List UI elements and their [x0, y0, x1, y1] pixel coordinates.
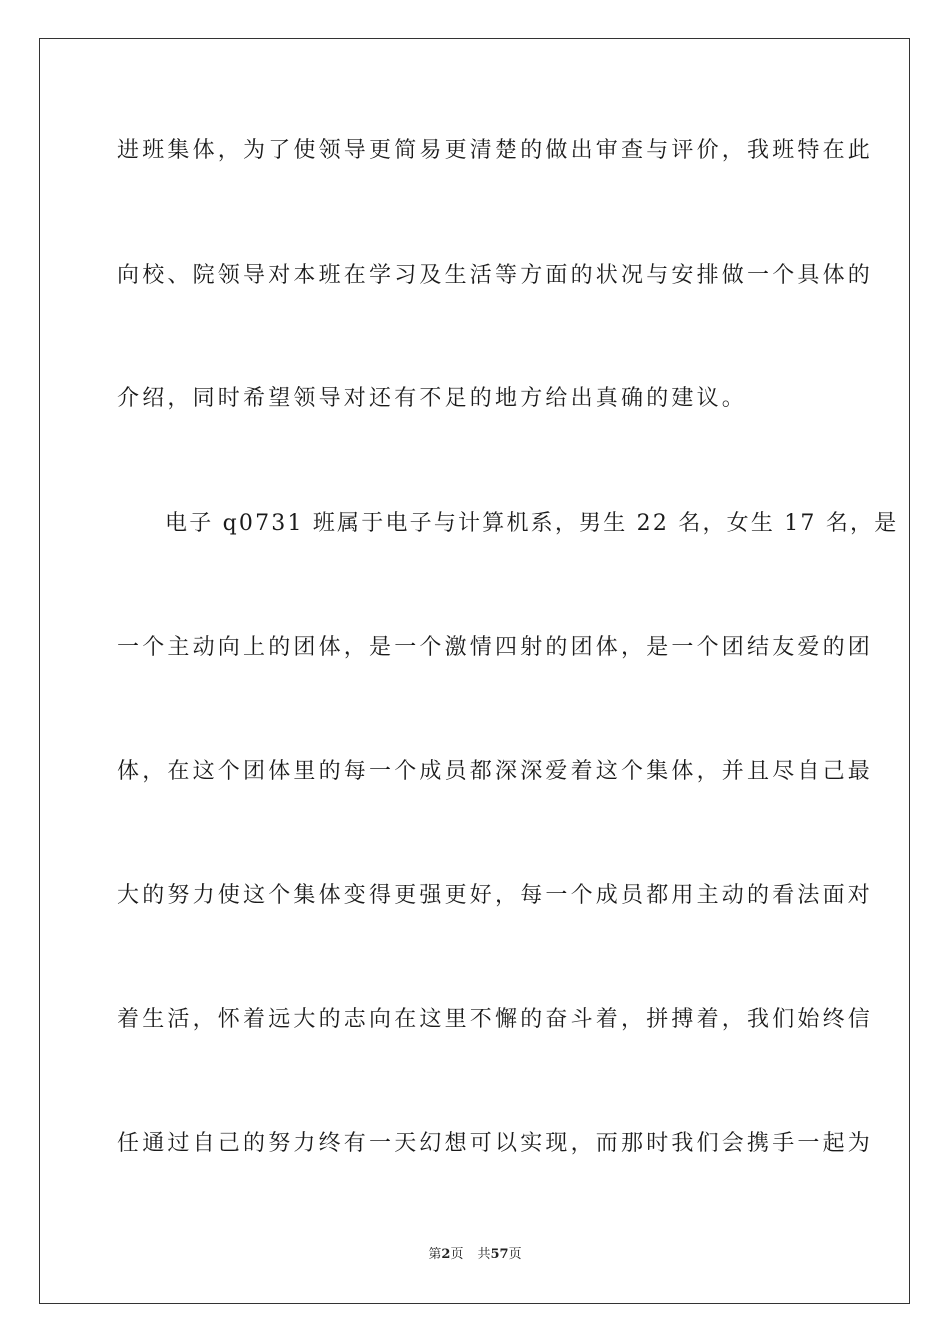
body-text-line: 一个主动向上的团体，是一个激情四射的团体，是一个团结友爱的团 [117, 635, 874, 660]
current-page-number: 2 [441, 1247, 451, 1262]
body-text-line: 介绍，同时希望领导对还有不足的地方给出真确的建议。 [117, 386, 748, 411]
total-suffix: 页 [508, 1247, 522, 1262]
body-text-line: 向校、院领导对本班在学习及生活等方面的状况与安排做一个具体的 [117, 263, 874, 288]
body-text-line: 进班集体，为了使领导更简易更清楚的做出审查与评价，我班特在此 [117, 138, 874, 163]
paragraph-first-line: 电子 q0731 班属于电子与计算机系，男生 22 名，女生 17 名，是 [165, 511, 899, 536]
page-suffix: 页 [450, 1247, 464, 1262]
body-text-line: 大的努力使这个集体变得更强更好，每一个成员都用主动的看法面对 [117, 883, 874, 908]
body-text-line: 体，在这个团体里的每一个成员都深深爱着这个集体，并且尽自己最 [117, 759, 874, 784]
body-text-line: 着生活，怀着远大的志向在这里不懈的奋斗着，拼搏着，我们始终信 [117, 1007, 874, 1032]
total-pages-number: 57 [490, 1247, 509, 1262]
page-border [39, 38, 910, 1304]
page-footer [0, 1246, 950, 1264]
body-text-line: 任通过自己的努力终有一天幻想可以实现，而那时我们会携手一起为 [117, 1131, 874, 1156]
total-prefix: 共 [477, 1247, 491, 1262]
page-prefix: 第 [428, 1247, 442, 1262]
